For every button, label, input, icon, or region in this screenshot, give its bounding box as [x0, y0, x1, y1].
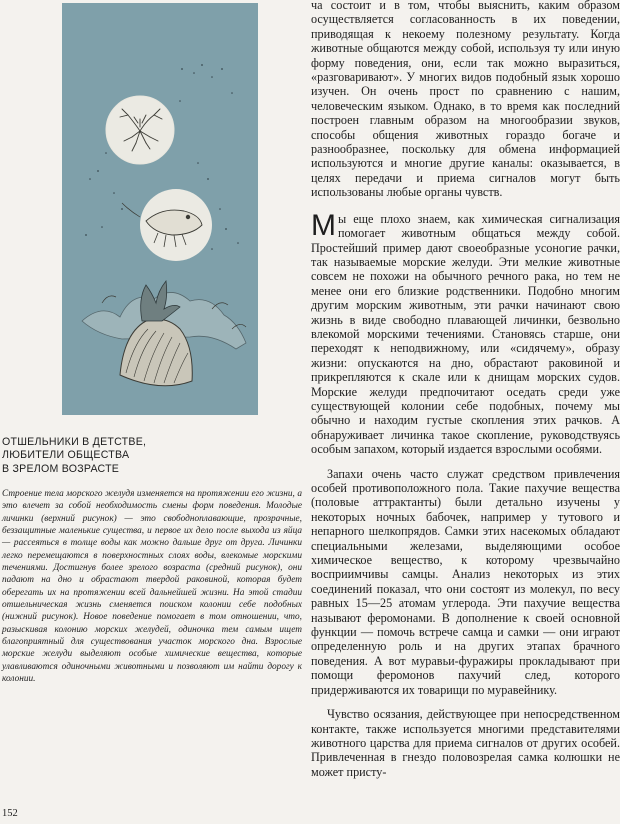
main-text-column	[311, 0, 620, 779]
paragraph-dropcap	[311, 208, 620, 457]
barnacle-illustration	[62, 3, 258, 415]
figure-heading	[2, 436, 182, 476]
heading-line: ЛЮБИТЕЛИ ОБЩЕСТВА	[2, 449, 130, 462]
paragraph-text: ы еще плохо знаем, как химическая сигнализация помогает животным общаться между собой. Простейший пример дают своеобразные усоногие рачки, так называемые морские желуди. Эти мелкие животные совсем не похожи на обычного речного рака, но тем не менее они его близкие родственники. Подобно многим другим морским животным, эти рачки начинают свою жизнь в виде свободно плавающей личинки, безвольно влекомой морскими течениями. Становясь старше, они переходят к неподвижному, или «сидячему», образу жизни: опускаются на дно, обрастают раковиной и прикрепляются к скале или к днищам морских судов. Морские желуди предпочитают оседать среди уже существующей колонии себе подобных, почему мы обычно и находим густые скопления этих рачков. А обнаруживает личинка такое скопление, руководствуясь особым запахом, который издается взрослыми особями.	[311, 211, 620, 457]
heading-line: В ЗРЕЛОМ ВОЗРАСТЕ	[2, 462, 120, 475]
paragraph: Чувство осязания, действующее при непосредственном контакте, также используется многими представителями животного царства для приема сигналов от других особей. Привлеченная в гнездо половозрелая самка колюшки не может присту-	[311, 707, 620, 779]
larva-icon	[106, 96, 174, 164]
heading-line: ОТШЕЛЬНИКИ В ДЕТСТВЕ,	[2, 436, 147, 448]
drop-cap: М	[311, 208, 336, 242]
paragraph: ча состоит и в том, чтобы выяснить, каким образом осуществляется согласованность в их поведении, приводящая к некоему полезному результату. Когда животные общаются между собой, используя ту или иную форму поведения, они, если так можно выразиться, «разговаривают». У многих видов подобный язык хорошо изучен. Он очень прост по сравнению с нашим, человеческим языком. Однако, в то время как последний построен главным образом на многообразии звуков, способы общения животных гораздо богаче и разнообразнее, поскольку для обмена информацией используются и многие другие каналы: оказывается, в целях передачи и приема сигналов могут быть использованы любые органы чувств.	[311, 0, 620, 200]
figure-caption: Строение тела морского желудя изменяется на протяжении его жизни, а это влечет за собой необходимость смены форм поведения. Молодые личинки (верхний рисунок) — это свободноплавающие, прозрачные, беззащитные маленькие существа, и первое их дело после выхода из яйца — рассеяться в толще воды как можно дальше друг от друга. Личинки легко перемещаются в поверхностных слоях воды, влекомые морскими течениями. Достигнув более зрелого возраста (средний рисунок), они падают на дно и обрастают твердой раковиной, которая будет оберегать их на протяжении всей дальнейшей жизни. На этой стадии отшельническая жизнь сменяется поиском колонии себе подобных (нижний рисунок). Новое поведение помогает в том отношении, что, разыскивая колонию морских желудей, одиночка тем самым ищет благоприятный для существования участок морского дна. Взрослые морские желуди выделяют особые химические вещества, которые улавливаются одиночными животными и позволяют им найти дорогу к колонии.	[2, 489, 302, 685]
page-number: 152	[2, 808, 18, 819]
paragraph: Запахи очень часто служат средством привлечения особей противоположного пола. Такие пахучие вещества (половые аттрактанты) были детально изучены у некоторых ночных бабочек, например у тутового и непарного шелкопрядов. Самки этих насекомых обладают специальными железами, выделяющими особое химическое вещество, к которому чрезвычайно восприимчивы самцы. Анализ некоторых из этих соединений показал, что они состоят из молекул, по весу равных 15—25 атомам углерода. Эти пахучие вещества называют феромонами. В дополнение к своей основной функции — помочь встрече самца и самки — они играют определенную роль и на других этапах брачного поведения. А вот муравьи-фуражиры прокладывают при помощи феромонов пахучий след, которого придерживаются их товарищи по муравейнику.	[311, 466, 620, 697]
